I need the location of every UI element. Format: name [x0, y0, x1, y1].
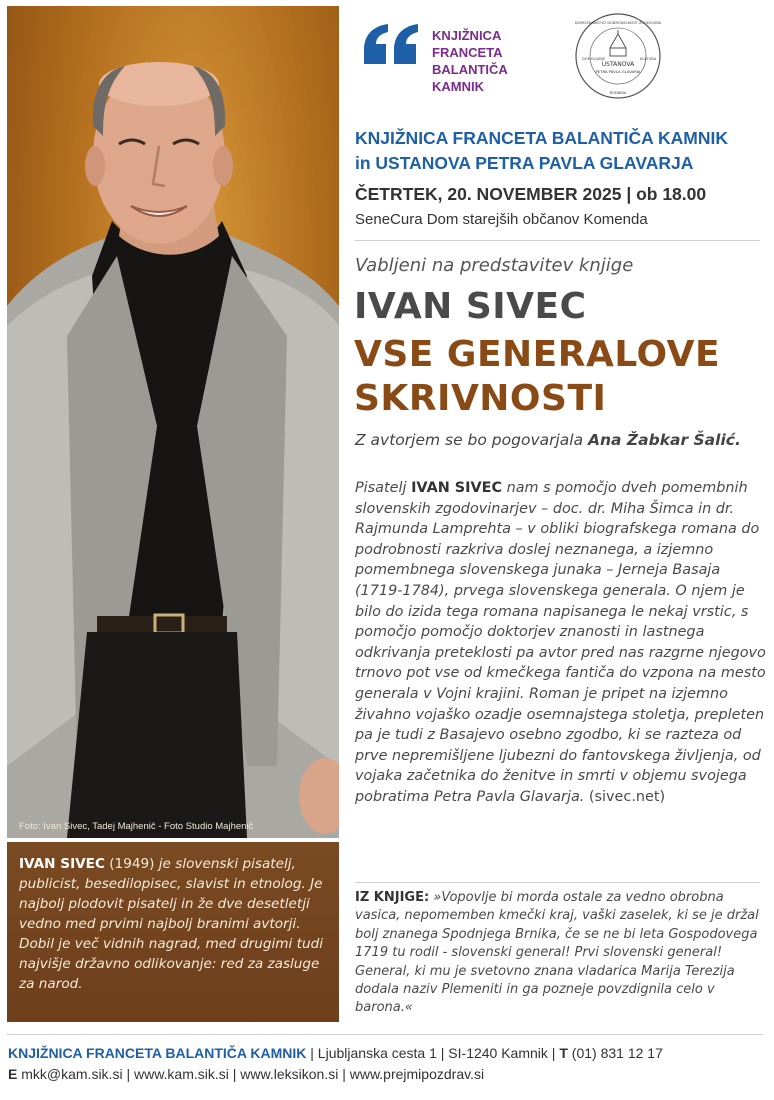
organizer-line-1: KNJIŽNICA FRANCETA BALANTIČA KAMNIK [355, 128, 728, 148]
footer-phone-label: T [559, 1045, 568, 1061]
library-quote-logo-icon [360, 20, 422, 70]
footer-address: | Ljubljanska cesta 1 | SI-1240 Kamnik | [306, 1045, 560, 1061]
divider [355, 882, 760, 883]
library-logo-line: BALANTIČA [432, 62, 508, 77]
excerpt-label: IZ KNJIGE: [355, 890, 430, 905]
host-name: Ana Žabkar Šalić. [588, 431, 741, 449]
author-photo [7, 6, 339, 838]
host-prefix: Z avtorjem se bo pogovarjala [355, 431, 589, 449]
desc-author-name: IVAN SIVEC [411, 480, 503, 496]
seal-right-text: KULTURA [640, 57, 657, 61]
invitation-text: Vabljeni na predstavitev knjige [355, 255, 634, 276]
book-title-line-1: VSE GENERALOVE [354, 334, 721, 375]
seal-top-text: DOMOZNANSTVO DOBRODELNOST ZGODOVINA [574, 21, 662, 25]
excerpt-text: »Vopovlje bi morda ostale za vedno obrobna vasica, nepomemben kmečki kraj, vaški zaselek, ki se je držal bolj znanega Spodnjega Brnika, če se ne bi leta Gospodovega 1719 tu rodil - slovenski general! Prvi slovenski general! General, ki mu je svetovno znana vladarica Marija Terezija dodala naziv Plemeniti in ga pozneje povzdignila celo v barona.« [355, 890, 759, 1016]
library-logo-line: KNJIŽNICA [432, 28, 502, 43]
seal-center-line1: USTANOVA [601, 61, 635, 68]
book-author: IVAN SIVEC [354, 286, 587, 327]
library-logo-line: KAMNIK [432, 79, 484, 94]
bio-name: IVAN SIVEC [19, 856, 105, 872]
organizer-line-2: in USTANOVA PETRA PAVLA GLAVARJA [355, 153, 694, 173]
author-bio [7, 842, 339, 1022]
foundation-seal-icon [574, 12, 662, 100]
book-excerpt [355, 889, 767, 1018]
bio-year: (1949) [104, 856, 155, 872]
library-logo-line: FRANCETA [432, 45, 503, 60]
footer-divider [7, 1034, 763, 1035]
library-logo-text [432, 27, 508, 95]
footer-line-1 [8, 1045, 663, 1061]
event-venue: SeneCura Dom starejših občanov Komenda [355, 211, 648, 228]
footer-email-label: E [8, 1066, 18, 1082]
author-portrait-illustration [7, 6, 339, 838]
footer-line-2 [8, 1066, 484, 1082]
desc-text: nam s pomočjo dveh pomembnih slovenskih zgodovinarjev – doc. dr. Miha Šimca in dr. Rajmunda Lamprehta – v obliki biografskega romana do podrobnosti razkriva doslej neznanega, a izjemno pomembnega slovenskega junaka – Jerneja Basaja (1719-1784), prvega slovenskega generala. O njem je bilo do izida tega romana napisanega le nekaj vrstic, s pomočjo pomočjo doktorjev znanosti in lastnega odkrivanja preteklosti pa avtor pred nas razgrne njegovo trnovo pot vse od kmečkega fantiča do vzpona na mesto generala v Vojni krajini. Roman je pripet na izjemno živahno vojaško ozadje osemnajstega stoletja, prepleten pa je tudi z Basajevo osebno zgodbo, ki se razteza od prve nepremišljene ljubezni do fantovskega življenja, od vojaka začetnika do ženitve in smrti v objemu svojega pobratima Petra Pavla Glavarja. [355, 480, 766, 805]
seal-center-line2: PETRA PAVLA GLAVARJA [595, 69, 641, 74]
book-description [355, 478, 767, 808]
seal-bottom-text: RODBINA [609, 91, 627, 95]
desc-prefix: Pisatelj [355, 480, 412, 496]
book-title-line-2: SKRIVNOSTI [354, 378, 607, 419]
host-line [355, 431, 741, 449]
divider [355, 240, 760, 241]
bio-text: je slovenski pisatelj, publicist, besedilopisec, slavist in etnolog. Je najbolj plodovit pisatelj in že dve desetletji vedno med prvimi najbolj branimi avtorji. Dobil je več vidnih nagrad, med drugimi tudi najvišje državno odlikovanje: red za zasluge za narod. [19, 856, 323, 992]
photo-credit: Foto: Ivan Sivec, Tadej Majhenič - Foto Studio Majhenič [19, 821, 254, 832]
seal-left-text: DOMOLJUBJE [582, 57, 606, 61]
footer-phone: (01) 831 12 17 [567, 1045, 663, 1061]
footer-contacts: mkk@kam.sik.si | www.kam.sik.si | www.leksikon.si | www.prejmipozdrav.si [17, 1066, 485, 1082]
desc-source: (sivec.net) [584, 788, 666, 805]
footer-library-name: KNJIŽNICA FRANCETA BALANTIČA KAMNIK [8, 1045, 307, 1061]
event-date: ČETRTEK, 20. NOVEMBER 2025 | ob 18.00 [355, 184, 707, 204]
